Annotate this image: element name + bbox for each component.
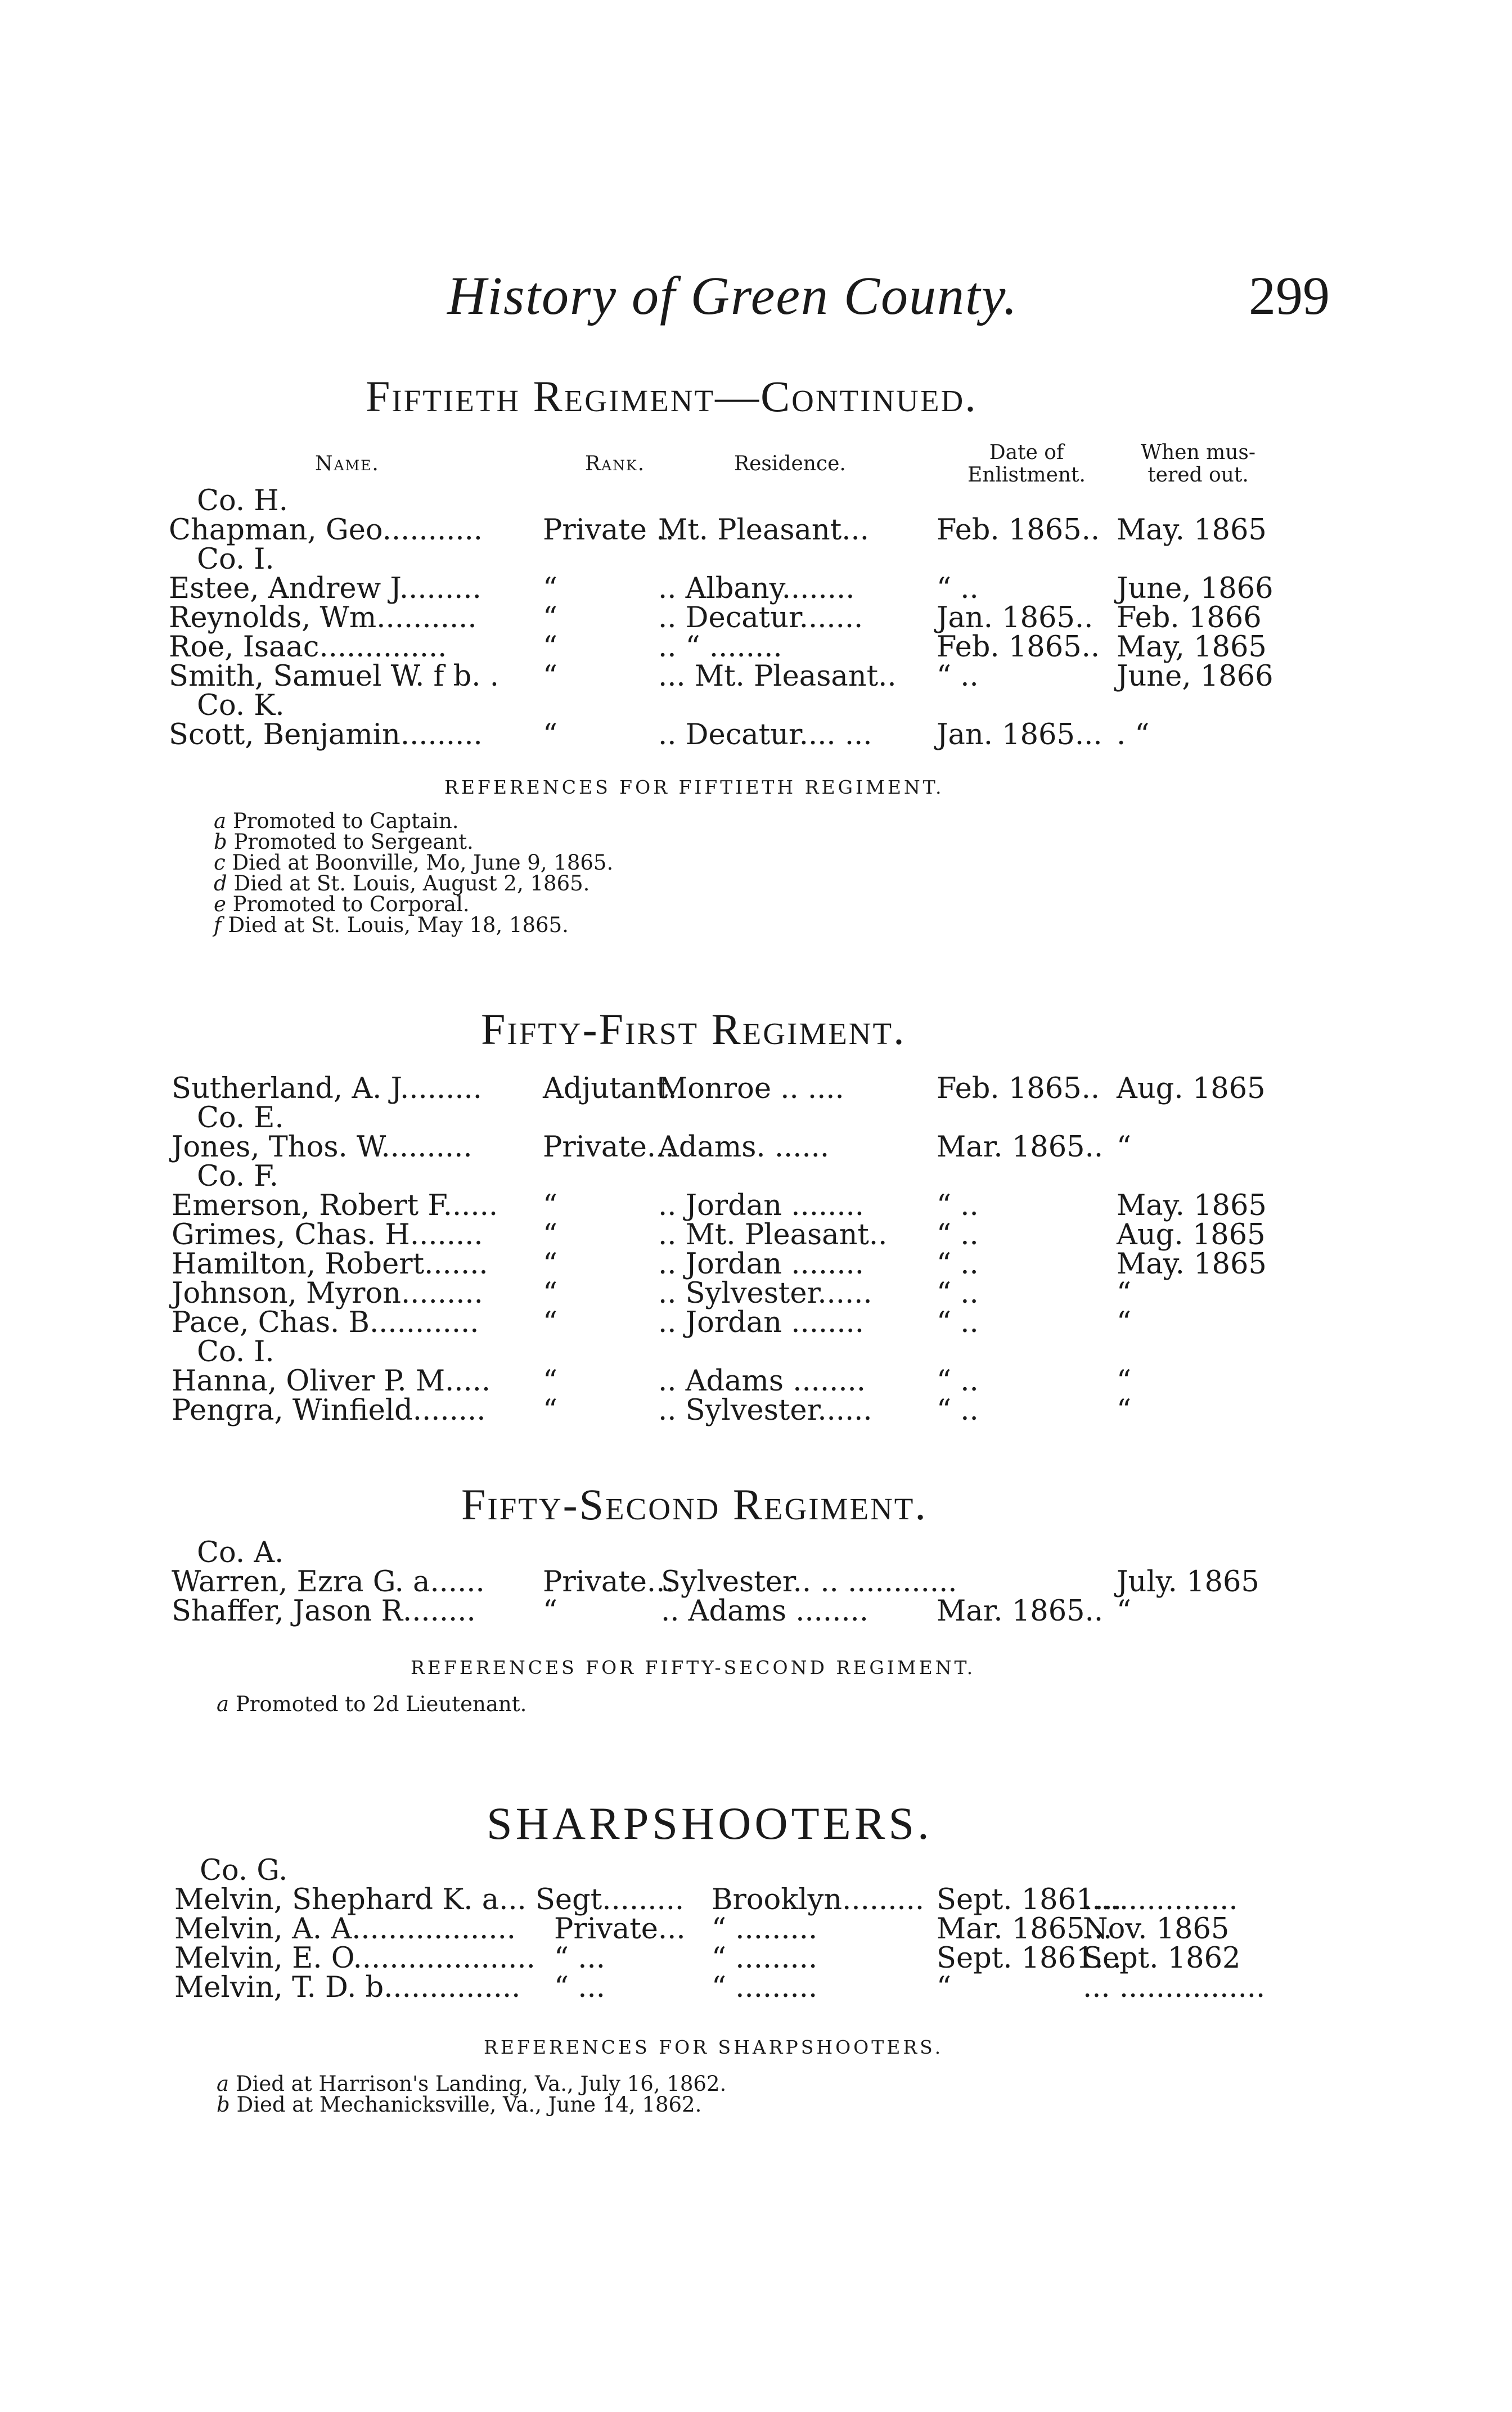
roster-rank: “ ... (554, 1971, 605, 2004)
roster-rank: “ (543, 1365, 558, 1398)
roster-residence: .. Sylvester...... (658, 1277, 872, 1310)
roster-rank: “ (543, 718, 558, 752)
roster-name: Hanna, Oliver P. M..... (172, 1365, 491, 1398)
roster-residence: “ ......... (712, 1912, 818, 1946)
roster-name: Estee, Andrew J......... (169, 572, 482, 605)
roster-mustered: July. 1865 (1117, 1565, 1259, 1599)
company-heading: Co. K. (197, 689, 285, 722)
roster-name: Melvin, E. O.................... (174, 1942, 536, 1975)
roster-enlisted: Feb. 1865.. (937, 631, 1100, 664)
reference-text: Died at St. Louis, August 2, 1865. (227, 871, 590, 896)
reference-note (217, 2094, 701, 2116)
roster-mustered: . “ (1117, 718, 1150, 752)
roster-name: Jones, Thos. W.......... (172, 1131, 472, 1164)
roster-name: Johnson, Myron......... (172, 1277, 483, 1310)
roster-mustered: May. 1865 (1117, 514, 1267, 547)
roster-residence: .. Mt. Pleasant.. (658, 1218, 888, 1252)
roster-name: Hamilton, Robert....... (172, 1248, 488, 1281)
roster-residence: .. Jordan ........ (658, 1248, 864, 1281)
roster-residence: .. Decatur....... (658, 601, 863, 634)
roster-mustered: May. 1865 (1117, 1248, 1267, 1281)
roster-residence: .. Jordan ........ (658, 1189, 864, 1222)
roster-enlisted: “ .. (937, 1306, 979, 1339)
roster-enlisted: Mar. 1865.. (937, 1595, 1104, 1628)
roster-enlisted: Feb. 1865.. (937, 1072, 1100, 1105)
column-header-name: Name. (315, 452, 380, 475)
roster-enlisted: Jan. 1865.. (937, 601, 1094, 634)
roster-mustered: “ (1117, 1131, 1132, 1164)
reference-mark: a (217, 1692, 230, 1716)
reference-note (214, 831, 474, 853)
roster-residence: .. Sylvester...... (658, 1394, 872, 1427)
company-heading: Co. I. (197, 1335, 274, 1369)
roster-name: Melvin, T. D. b............... (174, 1971, 521, 2004)
roster-rank: “ (543, 1189, 558, 1222)
reference-text: Died at St. Louis, May 18, 1865. (221, 913, 569, 937)
roster-name: Pengra, Winfield........ (172, 1394, 486, 1427)
roster-enlisted: Sept. 1861... (937, 1883, 1122, 1916)
reference-text: Died at Harrison's Landing, Va., July 16, 1862. (229, 2072, 727, 2096)
roster-mustered: Aug. 1865 (1117, 1218, 1266, 1252)
roster-residence: Monroe .. .... (658, 1072, 844, 1105)
roster-enlisted: Feb. 1865.. (937, 514, 1100, 547)
roster-name: Pace, Chas. B............ (172, 1306, 479, 1339)
roster-enlisted: Mar. 1865.. (937, 1131, 1104, 1164)
roster-name: Shaffer, Jason R........ (172, 1595, 476, 1628)
column-header-residence: Residence. (734, 452, 846, 475)
company-heading: Co. H. (197, 484, 288, 518)
reference-mark: e (214, 892, 226, 916)
roster-name: Melvin, Shephard K. a... Segt......... (174, 1883, 685, 1916)
roster-residence: Mt. Pleasant... (658, 514, 869, 547)
column-header-rank: Rank. (585, 452, 646, 475)
roster-rank: “ (543, 1306, 558, 1339)
section-title: Fifty-Second Regiment. (461, 1480, 928, 1529)
roster-mustered: Aug. 1865 (1117, 1072, 1266, 1105)
roster-residence: ... Mt. Pleasant.. (658, 660, 897, 693)
reference-mark: f (214, 913, 222, 937)
roster-enlisted: “ .. (937, 1218, 979, 1252)
reference-note (217, 2073, 726, 2095)
roster-name: Scott, Benjamin......... (169, 718, 483, 752)
references-title: REFERENCES FOR FIFTY-SECOND REGIMENT. (411, 1657, 976, 1678)
column-header-mustered: When mus-tered out. (1140, 441, 1256, 487)
roster-mustered: Nov. 1865 (1083, 1912, 1230, 1946)
reference-text: Promoted to Corporal. (226, 892, 470, 916)
roster-rank: “ (543, 601, 558, 634)
column-header-enlisted: Date of Enlistment. (968, 441, 1086, 487)
roster-rank: “ (543, 660, 558, 693)
roster-enlisted: “ .. (937, 1394, 979, 1427)
roster-residence: .. Decatur.... ... (658, 718, 872, 752)
roster-rank: “ (543, 1277, 558, 1310)
roster-rank: “ ... (554, 1942, 605, 1975)
roster-residence: “ ......... (712, 1971, 818, 2004)
roster-enlisted: “ .. (937, 572, 979, 605)
roster-residence: Adams. ...... (658, 1131, 830, 1164)
company-heading: Co. F. (197, 1160, 278, 1193)
reference-mark: a (217, 2072, 230, 2096)
roster-mustered: Sept. 1862 (1083, 1942, 1241, 1975)
roster-mustered: “ (1117, 1277, 1132, 1310)
roster-residence: .. Jordan ........ (658, 1306, 864, 1339)
roster-mustered: “ (1117, 1394, 1132, 1427)
roster-name: Smith, Samuel W. f b. . (169, 660, 499, 693)
roster-mustered: ... ................ (1083, 1971, 1266, 2004)
roster-mustered: June, 1866 (1117, 660, 1274, 693)
roster-rank: Adjutant. (543, 1072, 677, 1105)
roster-mustered: “ (1117, 1365, 1132, 1398)
roster-rank: “ (543, 631, 558, 664)
running-title: History of Green County. (447, 266, 1019, 326)
company-heading: Co. G. (200, 1854, 288, 1887)
roster-residence: “ ......... (712, 1942, 818, 1975)
reference-note (217, 1693, 526, 1716)
reference-mark: a (214, 809, 227, 833)
roster-rank: Private... (554, 1912, 686, 1946)
reference-text: Died at Mechanicksville, Va., June 14, 1862. (230, 2092, 702, 2117)
section-title: Fiftieth Regiment—Continued. (366, 372, 978, 421)
roster-enlisted: Sept. 1861... (937, 1942, 1122, 1975)
reference-note (214, 893, 470, 916)
references-title: REFERENCES FOR SHARPSHOOTERS. (484, 2036, 944, 2058)
roster-enlisted: “ .. (937, 1365, 979, 1398)
reference-note (214, 914, 569, 937)
roster-mustered: “ (1117, 1595, 1132, 1628)
roster-residence: .. Adams ........ (661, 1595, 868, 1628)
roster-name: Reynolds, Wm........... (169, 601, 477, 634)
roster-rank: “ (543, 1218, 558, 1252)
roster-residence: .. Adams ........ (658, 1365, 866, 1398)
reference-text: Promoted to Sergeant. (227, 830, 474, 854)
roster-rank: “ (543, 572, 558, 605)
roster-residence: .. “ ........ (658, 631, 782, 664)
roster-rank: “ (543, 1595, 558, 1628)
roster-name: Chapman, Geo........... (169, 514, 483, 547)
roster-name: Sutherland, A. J......... (172, 1072, 482, 1105)
roster-rank: “ (543, 1248, 558, 1281)
roster-mustered: June, 1866 (1117, 572, 1274, 605)
reference-mark: b (217, 2092, 230, 2117)
reference-mark: b (214, 830, 227, 854)
roster-enlisted: “ .. (937, 660, 979, 693)
roster-residence: Sylvester.. .. ............ (661, 1565, 957, 1599)
roster-enlisted: Jan. 1865... (937, 718, 1102, 752)
roster-rank: Private... (543, 1565, 674, 1599)
reference-note (214, 852, 613, 874)
section-title: Fifty-First Regiment. (481, 1005, 906, 1054)
references-title: REFERENCES FOR FIFTIETH REGIMENT. (444, 776, 944, 798)
roster-mustered: May. 1865 (1117, 1189, 1267, 1222)
roster-name: Melvin, A. A.................. (174, 1912, 516, 1946)
reference-text: Died at Boonville, Mo, June 9, 1865. (225, 850, 614, 875)
company-heading: Co. E. (197, 1101, 284, 1135)
reference-mark: c (214, 850, 226, 875)
reference-text: Promoted to Captain. (226, 809, 459, 833)
roster-mustered: Feb. 1866 (1117, 601, 1262, 634)
roster-mustered: ................. (1083, 1883, 1238, 1916)
roster-rank: Private... (543, 1131, 674, 1164)
reference-note (214, 872, 590, 895)
roster-name: Warren, Ezra G. a...... (172, 1565, 485, 1599)
roster-enlisted: “ .. (937, 1277, 979, 1310)
roster-enlisted: “ .. (937, 1189, 979, 1222)
roster-enlisted: “ .. (937, 1248, 979, 1281)
roster-residence: .. Albany........ (658, 572, 855, 605)
roster-rank: Private .. (543, 514, 674, 547)
roster-mustered: May, 1865 (1117, 631, 1267, 664)
company-heading: Co. I. (197, 543, 274, 576)
company-heading: Co. A. (197, 1536, 284, 1569)
roster-enlisted: “ (937, 1971, 952, 2004)
page-number: 299 (1249, 266, 1330, 326)
roster-enlisted: Mar. 1865... (937, 1912, 1113, 1946)
reference-text: Promoted to 2d Lieutenant. (229, 1692, 527, 1716)
roster-name: Roe, Isaac.............. (169, 631, 447, 664)
roster-name: Emerson, Robert F...... (172, 1189, 498, 1222)
roster-mustered: “ (1117, 1306, 1132, 1339)
roster-name: Grimes, Chas. H........ (172, 1218, 483, 1252)
roster-rank: “ (543, 1394, 558, 1427)
reference-note (214, 810, 459, 832)
section-title: SHARPSHOOTERS. (487, 1798, 933, 1849)
reference-mark: d (214, 871, 227, 896)
roster-residence: Brooklyn......... (712, 1883, 925, 1916)
